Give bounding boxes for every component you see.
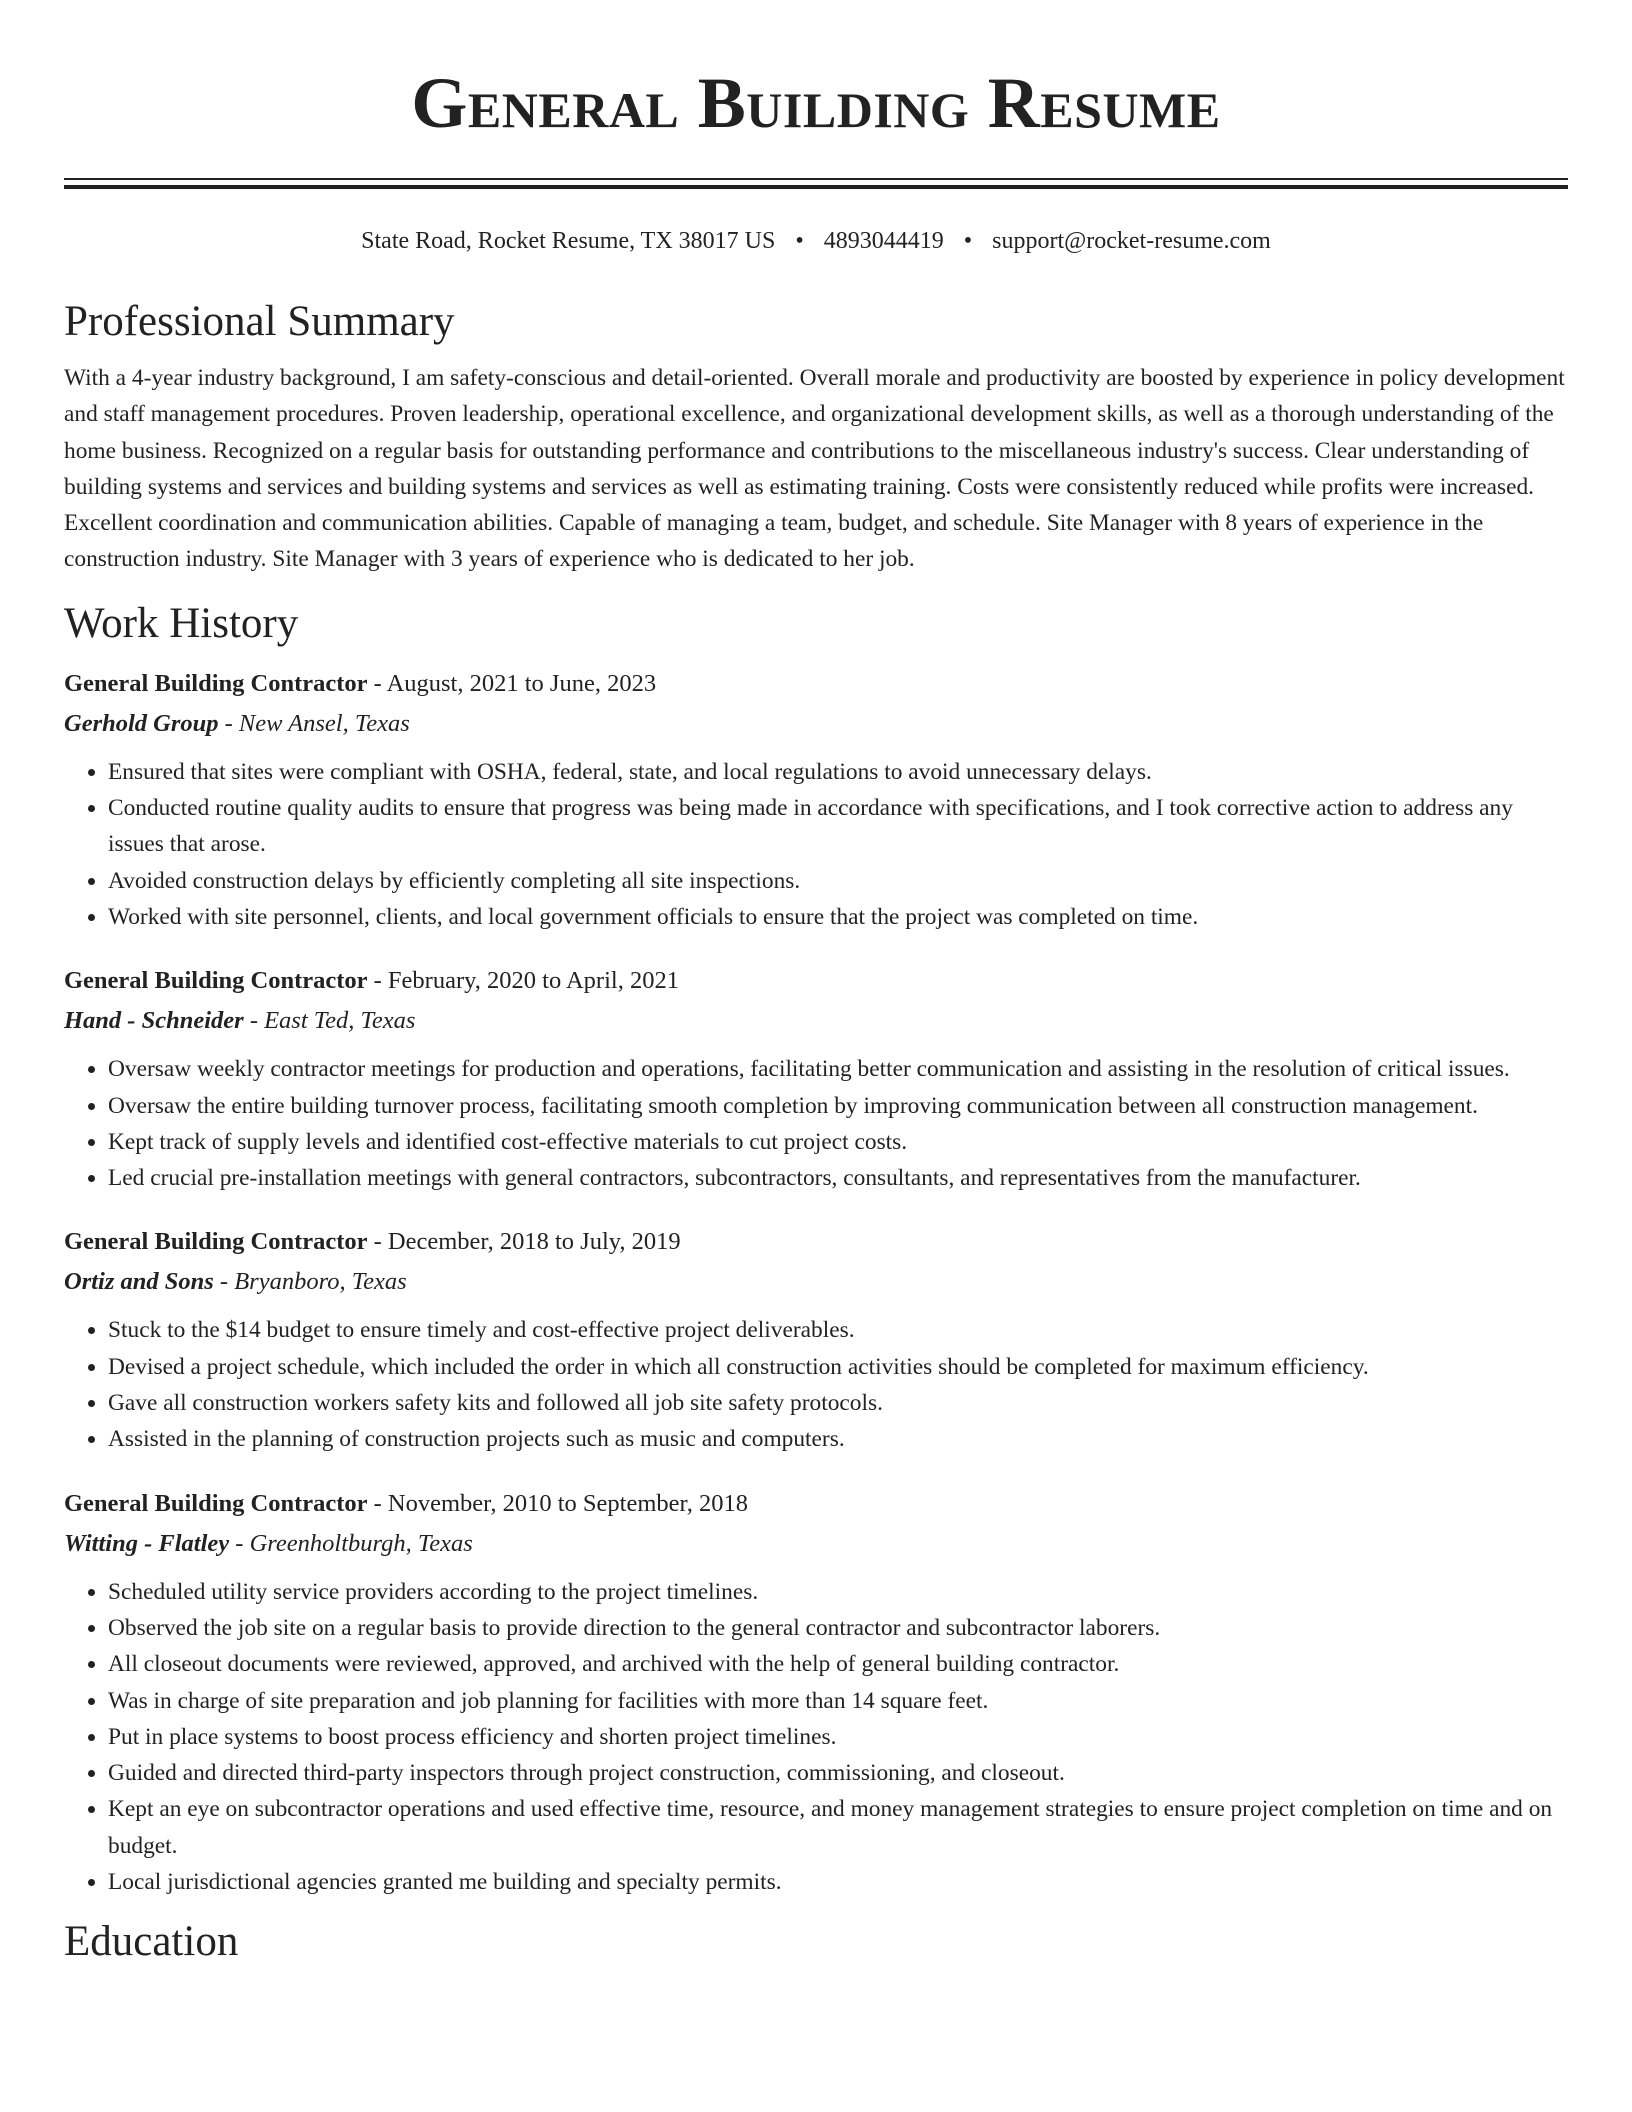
job-bullet: • Was in charge of site preparation and job planning for facilities with more than 14 square feet.: [108, 1683, 1568, 1719]
job-entry: [64, 961, 1568, 1196]
contact-email: support@rocket-resume.com: [992, 228, 1271, 254]
job-role: General Building Contractor: [64, 967, 368, 995]
job-header: [64, 1484, 1568, 1524]
job-header: [64, 664, 1568, 704]
job-bullet: • Kept track of supply levels and identified cost-effective materials to cut project costs.: [108, 1124, 1568, 1160]
job-company: Ortiz and Sons: [64, 1268, 214, 1296]
contact-line: [64, 225, 1568, 257]
job-bullet: • Worked with site personnel, clients, and local government officials to ensure that the project was completed on time.: [108, 899, 1568, 935]
job-company: Gerhold Group: [64, 709, 219, 737]
job-company: Witting - Flatley: [64, 1529, 230, 1557]
job-bullet-list: [64, 1574, 1568, 1901]
job-location: - Greenholtburgh, Texas: [229, 1529, 473, 1557]
section-title-education: Education: [64, 1918, 239, 1966]
job-company-line: [64, 704, 1568, 744]
resume-title: General Building Resume: [411, 63, 1221, 143]
title-rule-thick: [64, 185, 1568, 189]
job-entry: [64, 664, 1568, 935]
job-bullet: • Kept an eye on subcontractor operations and used effective time, resource, and money management strategies to ensure project completion on time and on budget.: [108, 1791, 1568, 1864]
job-entry: [64, 1484, 1568, 1901]
job-bullet: • Oversaw the entire building turnover process, facilitating smooth completion by improving communication between all construction management.: [108, 1088, 1568, 1124]
contact-separator: •: [795, 228, 804, 254]
job-bullet: • Avoided construction delays by efficiently completing all site inspections.: [108, 863, 1568, 899]
job-company: Hand - Schneider: [64, 1007, 244, 1035]
job-dates: - August, 2021 to June, 2023: [367, 669, 657, 697]
job-location: - East Ted, Texas: [243, 1007, 416, 1035]
job-bullet: • Conducted routine quality audits to ensure that progress was being made in accordance with specifications, and I took corrective action to address any issues that arose.: [108, 790, 1568, 863]
job-dates: - February, 2020 to April, 2021: [367, 967, 679, 995]
job-bullet-list: [64, 1051, 1568, 1196]
job-bullet: • Observed the job site on a regular basis to provide direction to the general contractor and subcontractor laborers.: [108, 1610, 1568, 1646]
job-role: General Building Contractor: [64, 1489, 368, 1517]
job-dates: - December, 2018 to July, 2019: [367, 1228, 681, 1256]
section-title-work-history: Work History: [64, 599, 299, 647]
job-role: General Building Contractor: [64, 669, 368, 697]
job-company-line: [64, 1262, 1568, 1302]
contact-phone: 4893044419: [823, 228, 944, 254]
job-bullet: • Stuck to the $14 budget to ensure timely and cost-effective project deliverables.: [108, 1312, 1568, 1348]
job-bullet-list: [64, 754, 1568, 935]
job-company-line: [64, 1524, 1568, 1564]
job-bullet: • Oversaw weekly contractor meetings for production and operations, facilitating better communication and assisting in the resolution of critical issues.: [108, 1051, 1568, 1087]
job-bullet: • Devised a project schedule, which included the order in which all construction activities should be completed for maximum efficiency.: [108, 1349, 1568, 1385]
job-bullet: • Led crucial pre-installation meetings with general contractors, subcontractors, consultants, and representatives from the manufacturer.: [108, 1160, 1568, 1196]
section-title-summary: Professional Summary: [64, 298, 455, 345]
contact-separator: •: [963, 228, 973, 254]
job-bullet: • Put in place systems to boost process efficiency and shorten project timelines.: [108, 1719, 1568, 1755]
job-bullet: • Local jurisdictional agencies granted me building and specialty permits.: [108, 1864, 1568, 1900]
job-bullet: • Guided and directed third-party inspectors through project construction, commissioning, and closeout.: [108, 1755, 1568, 1791]
job-bullet: • Scheduled utility service providers according to the project timelines.: [108, 1574, 1568, 1610]
job-role: General Building Contractor: [64, 1228, 368, 1256]
job-location: - Bryanboro, Texas: [213, 1268, 407, 1296]
job-header: [64, 1222, 1568, 1262]
job-bullet: • Assisted in the planning of construction projects such as music and computers.: [108, 1421, 1568, 1457]
summary-text: With a 4-year industry background, I am safety-conscious and detail-oriented. Overall morale and productivity are boosted by experience in policy development and staff management procedures. Proven leadership, operational excellence, and organizational development skills, as well as a thorough understanding of the home business. Recognized on a regular basis for outstanding performance and contributions to the miscellaneous industry's success. Clear understanding of building systems and services and building systems and services as well as estimating training. Costs were consistently reduced while profits were increased. Excellent coordination and communication abilities. Capable of managing a team, budget, and schedule. Site Manager with 8 years of experience in the construction industry. Site Manager with 3 years of experience who is dedicated to her job.: [64, 365, 1565, 573]
job-header: [64, 961, 1568, 1001]
job-location: - New Ansel, Texas: [218, 709, 410, 737]
job-bullet: • Gave all construction workers safety kits and followed all job site safety protocols.: [108, 1385, 1568, 1421]
job-bullet: • All closeout documents were reviewed, approved, and archived with the help of general building contractor.: [108, 1646, 1568, 1682]
job-company-line: [64, 1001, 1568, 1041]
job-dates: - November, 2010 to September, 2018: [367, 1489, 748, 1517]
title-rule-thin: [64, 178, 1568, 180]
work-history-list: [64, 664, 1568, 1901]
job-bullet-list: [64, 1312, 1568, 1457]
job-bullet: • Ensured that sites were compliant with OSHA, federal, state, and local regulations to avoid unnecessary delays.: [108, 754, 1568, 790]
job-entry: [64, 1222, 1568, 1457]
contact-address: State Road, Rocket Resume, TX 38017 US: [361, 228, 776, 254]
